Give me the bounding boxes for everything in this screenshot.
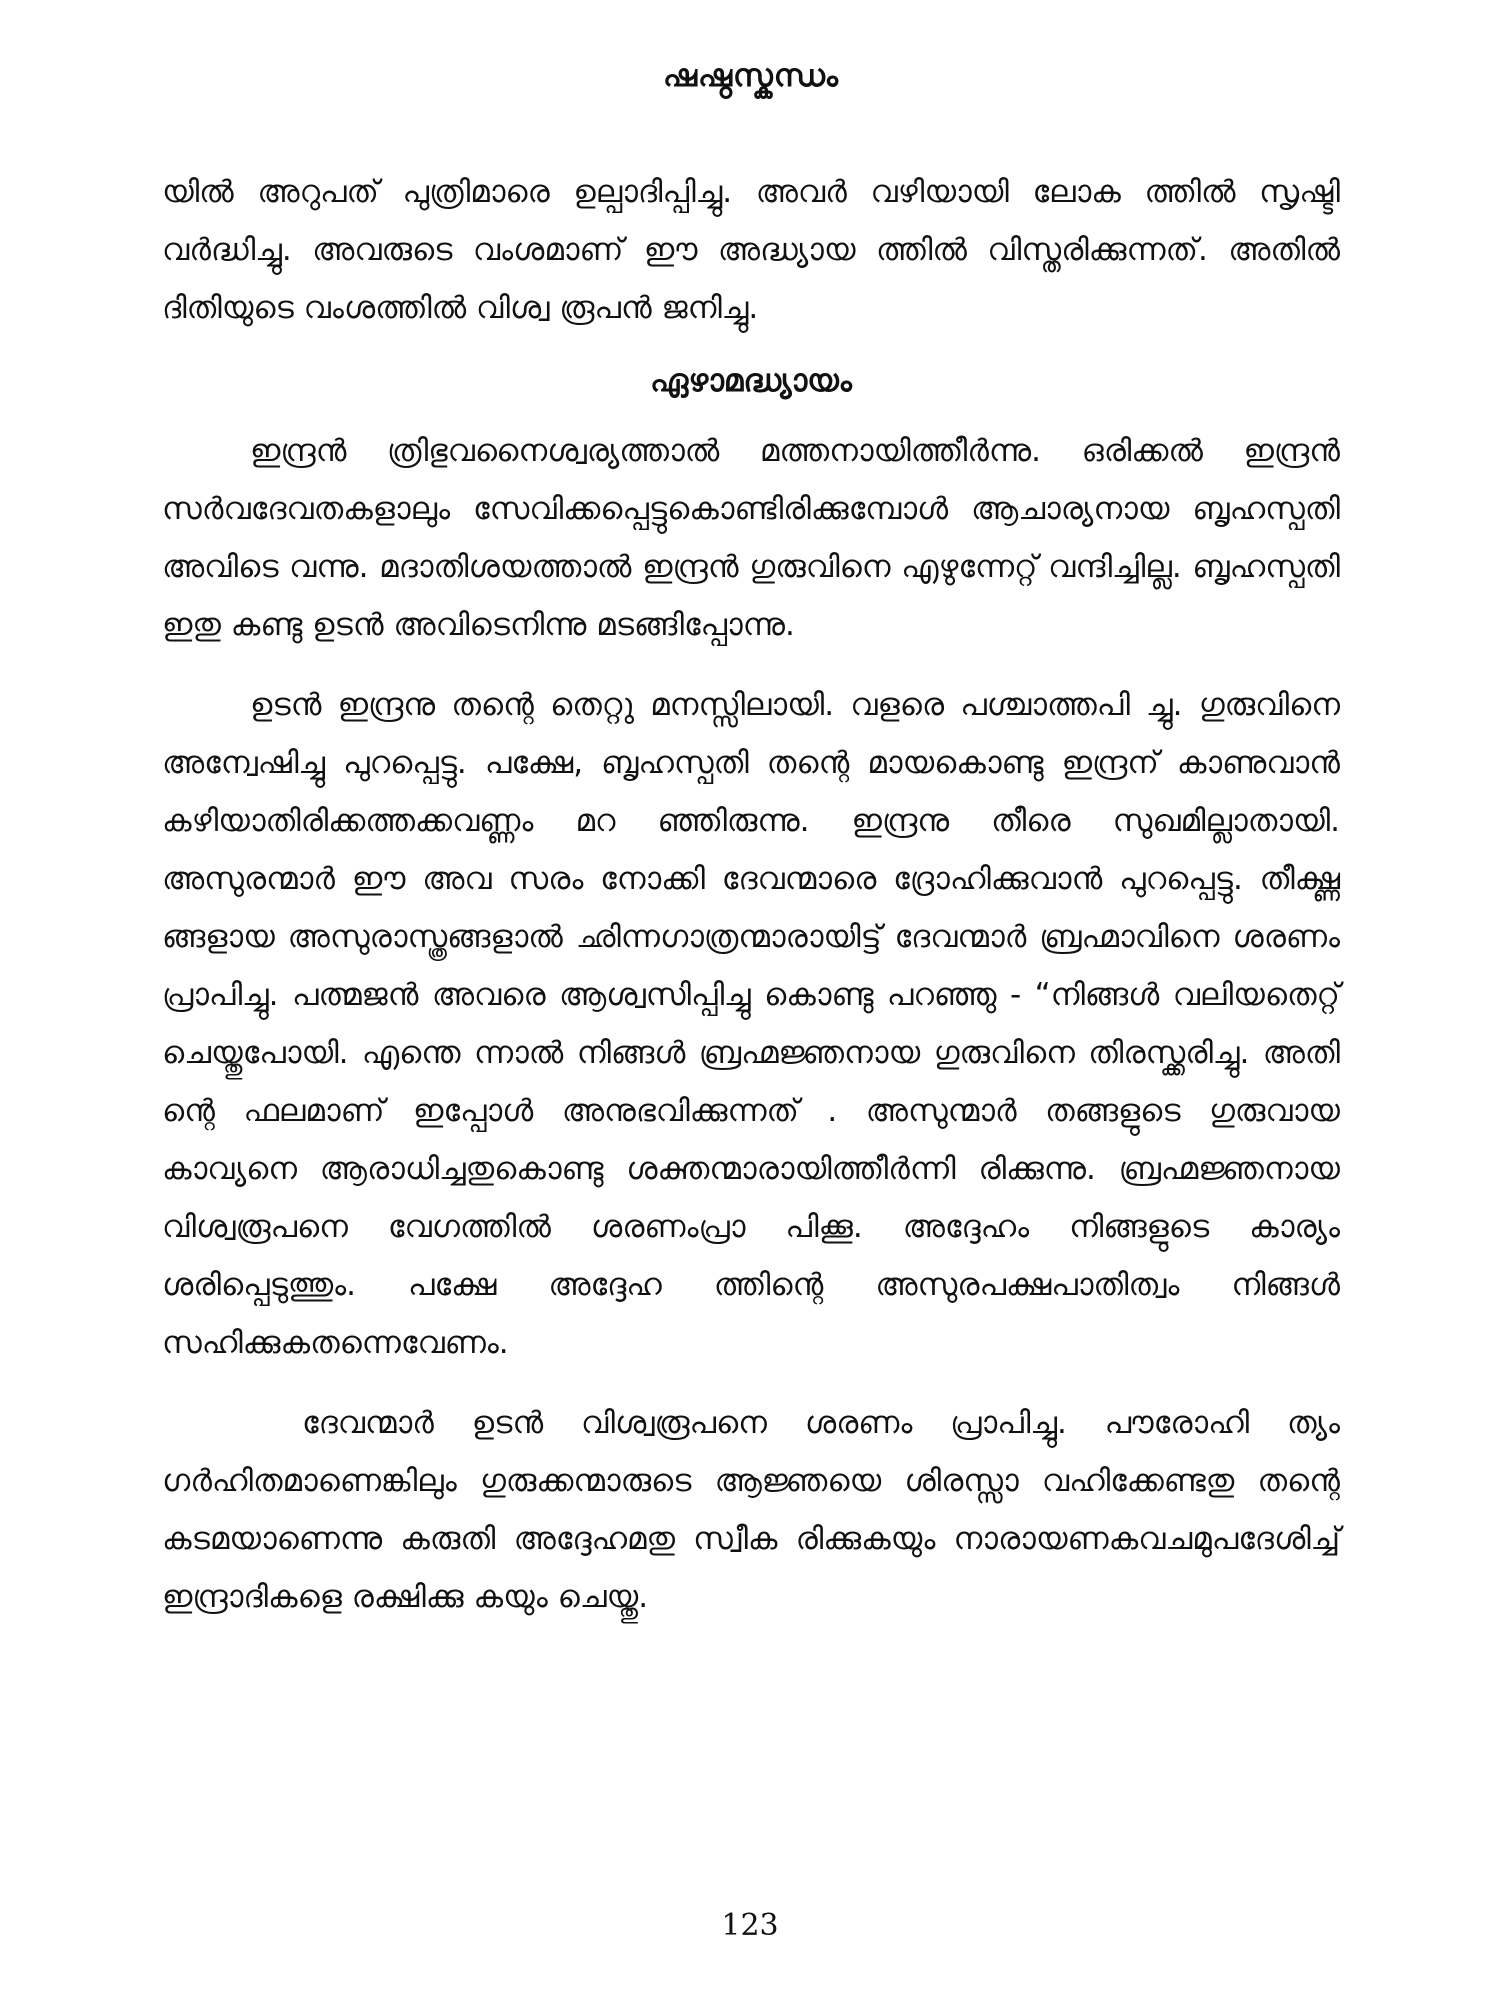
paragraph-indra-remorse: ഉടൻ ഇന്ദ്രനു തന്റെ തെറ്റു മനസ്സിലായി. വളരെ പശ്ചാത്തപി ച്ചു. ഗുരുവിനെ അന്വേഷിച്ചു പുറപ്പെട്ടു. പക്ഷേ, ബൃഹസ്പതി തന്റെ മായകൊണ്ടു ഇന്ദ്രന് കാണുവാൻ കഴിയാതിരിക്കത്തക്കവണ്ണം മറ ഞ്ഞിരുന്നു. ഇന്ദ്രനു തീരെ സുഖമില്ലാതായി. അസുരന്മാർ ഈ അവ സരം നോക്കി ദേവന്മാരെ ദ്രോഹിക്കുവാൻ പുറപ്പെട്ടു. തീക്ഷ്ണ ങ്ങളായ അസുരാസ്ത്രങ്ങളാൽ ഛിന്നഗാത്രന്മാരായിട്ട് ദേവന്മാർ ബ്രഹ്മാവിനെ ശരണം പ്രാപിച്ചു. പത്മജൻ അവരെ ആശ്വസിപ്പിച്ചു കൊണ്ടു പറഞ്ഞു - “നിങ്ങൾ വലിയതെറ്റ് ചെയ്തുപോയി. എന്തെ ന്നാൽ നിങ്ങൾ ബ്രഹ്മജ്ഞനായ ഗുരുവിനെ തിരസ്ക്കരിച്ചു. അതി ന്റെ ഫലമാണ് ഇപ്പോൾ അനുഭവിക്കുന്നത് . അസുന്മാർ തങ്ങളുടെ ഗുരുവായ കാവ്യനെ ആരാധിച്ചതുകൊണ്ടു ശക്തന്മാരായിത്തീർന്നി രിക്കുന്നു. ബ്രഹ്മജ്ഞനായ വിശ്വരൂപനെ വേഗത്തിൽ ശരണംപ്രാ പിക്കൂ. അദ്ദേഹം നിങ്ങളുടെ കാര്യം ശരിപ്പെടുത്തും. പക്ഷേ അദ്ദേഹ ത്തിന്റെ അസുരപക്ഷപാതിത്വം നിങ്ങൾ സഹിക്കുകതന്നെവേണം.	[162, 687, 1340, 1361]
paragraph-indra-pride: ഇന്ദ്രൻ ത്രിഭുവനൈശ്വര്യത്താൽ മത്തനായിത്തീർന്നു. ഒരിക്കൽ ഇന്ദ്രൻ സർവദേവതകളാലും സേവിക്കപ്പെട്ടുകൊണ്ടിരിക്കുമ്പോൾ ആചാര്യനായ ബൃഹസ്പതി അവിടെ വന്നു. മദാതിശയത്താൽ ഇന്ദ്രൻ ഗുരുവിനെ എഴുന്നേറ്റ് വന്ദിച്ചില്ല. ബൃഹസ്പതി ഇതു കണ്ടു ഉടൻ അവിടെനിന്നു മടങ്ങിപ്പോന്നു.	[162, 433, 1340, 643]
page-number: 123	[721, 1908, 779, 1943]
paragraph-vishwarupa-refuge: ദേവന്മാർ ഉടൻ വിശ്വരൂപനെ ശരണം പ്രാപിച്ചു. പൗരോഹി ത്യം ഗർഹിതമാണെങ്കിലും ഗുരുക്കന്മാരുടെ ആജ്ഞയെ ശിരസ്സാ വഹിക്കേണ്ടതു തന്റെ കടമയാണെന്നു കരുതി അദ്ദേഹമതു സ്വീക രിക്കുകയും നാരായണകവചമുപദേശിച്ച് ഇന്ദ്രാദികളെ രക്ഷിക്കു കയും ചെയ്തു.	[162, 1405, 1340, 1615]
chapter-heading: ഏഴാമദ്ധ്യായം	[650, 363, 852, 399]
intro-paragraph: യിൽ അറുപത് പുത്രിമാരെ ഉല്പാദിപ്പിച്ചു. അവർ വഴിയായി ലോക ത്തിൽ സൃഷ്ടി വർദ്ധിച്ചു. അവരുടെ വംശമാണ് ഈ അദ്ധ്യായ ത്തിൽ വിസ്തരിക്കുന്നത്. അതിൽ ദിതിയുടെ വംശത്തിൽ വിശ്വ രൂപൻ ജനിച്ചു.	[162, 174, 1340, 326]
running-header-title: ഷഷ്ഠസ്കന്ധം	[662, 58, 840, 94]
